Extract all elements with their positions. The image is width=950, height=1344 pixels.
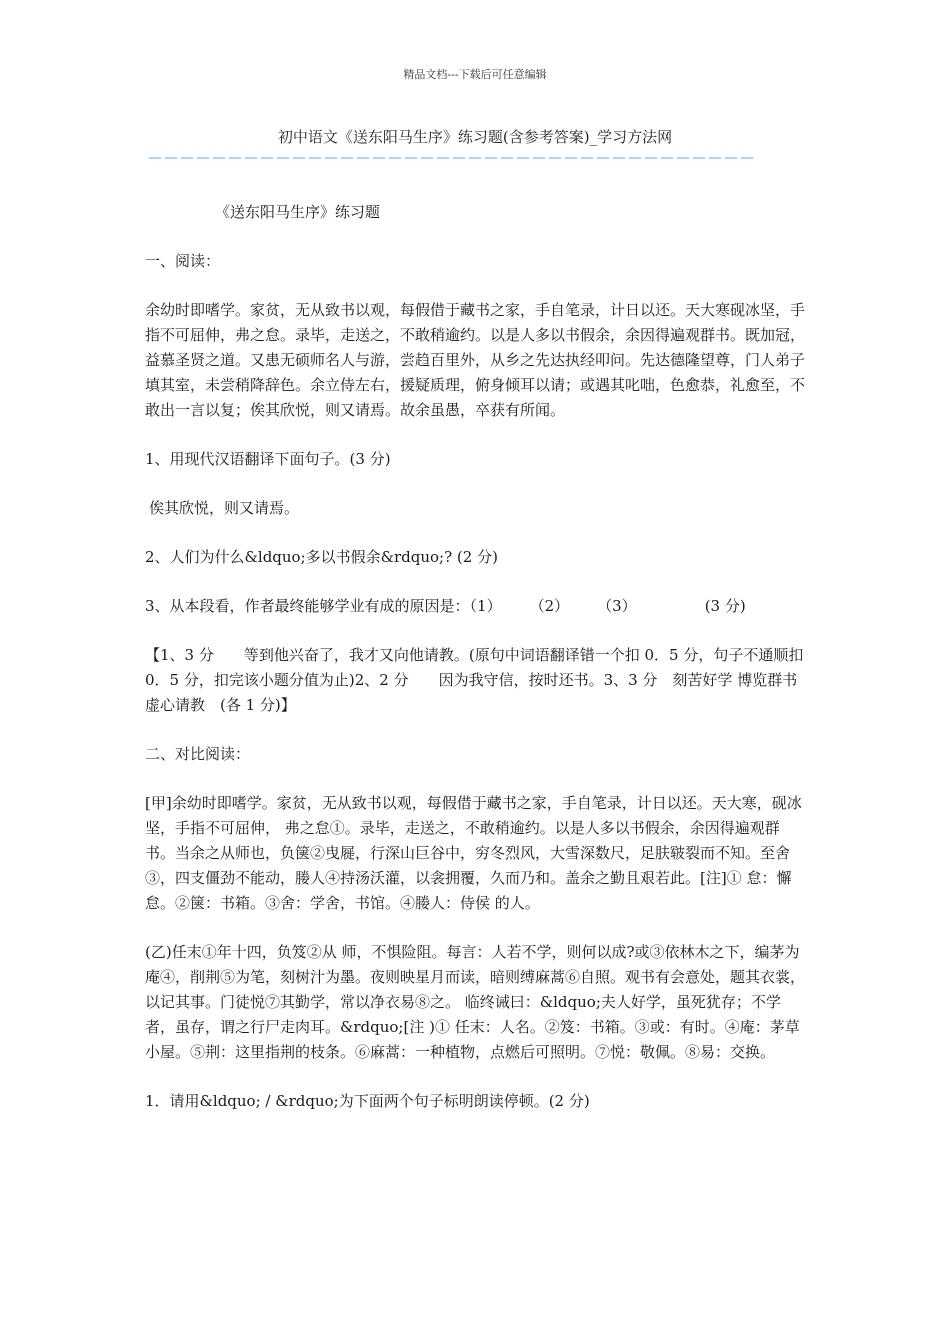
question-1-sentence: 俟其欣悦，则又请焉。 bbox=[149, 499, 300, 517]
question-3-blank-1: （1） bbox=[469, 597, 502, 615]
question-2: 2、人们为什么&ldquo;多以书假余&rdquo;? (2 分) bbox=[145, 548, 498, 566]
exercise-title: 《送东阳马生序》练习题 bbox=[215, 203, 381, 221]
passage-yi: (乙)任末①年十四，负笈②从 师，不惧险阻。每言：人若不学，则何以成?或③依林木之下，编茅为庵④，削荆⑤为笔，刻树汁为墨。夜则映星月而读，暗则缚麻蒿⑥自照。观书有会意处，题其衣裳，以记其事。门徒悦⑦其勤学，常以净衣易⑧之。 临终诫曰：&ldquo;夫人好学，虽死犹存；不学者，虽存，谓之行尸走肉耳。&rdquo;[注 )① 任末：人名。②笈：书箱。③或：有时。④庵：茅草小屋。⑤荆：这里指荆的枝条。⑥麻蒿：一种植物，点燃后可照明。⑦悦：敬佩。⑧易：交换。 bbox=[145, 943, 806, 1061]
section1-heading: 一、阅读： bbox=[145, 252, 221, 270]
question-3-blank-2: （2） bbox=[529, 597, 570, 615]
passage-1: 余幼时即嗜学。家贫，无从致书以观，每假借于藏书之家，手自笔录，计日以还。天大寒砚冰坚，手指不可屈伸，弗之怠。录毕，走送之，不敢稍逾约。以是人多以书假余，余因得遍观群书。既加冠，益慕圣贤之道。又患无硕师名人与游，尝趋百里外，从乡之先达执经叩问。先达德隆望尊，门人弟子填其室，未尝稍降辞色。余立侍左右，援疑质理，俯身倾耳以请；或遇其叱咄，色愈恭，礼愈至，不敢出一言以复；俟其欣悦，则又请焉。故余虽愚，卒获有所闻。 bbox=[145, 301, 806, 419]
question-2-1: 1．请用&ldquo; / &rdquo;为下面两个句子标明朗读停顿。(2 分) bbox=[145, 1092, 590, 1110]
header-note: 精品文档---下载后可任意编辑 bbox=[403, 68, 547, 81]
question-3-blank-3: （3） bbox=[597, 597, 637, 615]
passage-jia: [甲]余幼时即嗜学。家贫，无从致书以观，每假借于藏书之家，手自笔录，计日以还。天大寒，砚冰 坚，手指不可屈伸， 弗之怠①。录毕，走送之，不敢稍逾约。以是人多以书假余，余因得遍观群书。当余之从师也，负箧②曳屣，行深山巨谷中，穷冬烈风，大雪深数尺，足肤皲裂而不知。至舍③，四支僵劲不能动，媵人④持汤沃灌，以衾拥覆，久而乃和。盖余之勤且艰若此。[注]① 怠：懈怠。②箧：书箱。③舍：学舍，书馆。④媵人：侍侯 的人。 bbox=[145, 794, 802, 912]
doc-title: 初中语文《送东阳马生序》练习题(含参考答案)_学习方法网 bbox=[277, 128, 673, 146]
question-3 bbox=[145, 594, 807, 619]
document-body bbox=[145, 200, 807, 1138]
question-3-score: (3 分) bbox=[704, 597, 746, 615]
answer-key-1: 【1、3 分 等到他兴奋了，我才又向他请教。(原句中词语翻译错一个扣 0．5 分，句子不通顺扣 0．5 分，扣完该小题分值为止)2、2 分 因为我守信，按时还书。3、3 分 刻苦好学 博览群书 虚心请教 (各 1 分)】 bbox=[145, 646, 804, 714]
question-1: 1、用现代汉语翻译下面句子。(3 分) bbox=[145, 450, 391, 468]
section2-heading: 二、对比阅读： bbox=[145, 745, 251, 763]
question-3-text: 3、从本段看，作者最终能够学业有成的原因是： bbox=[145, 597, 470, 615]
title-divider: —————————————————————————————————————— bbox=[148, 150, 756, 166]
